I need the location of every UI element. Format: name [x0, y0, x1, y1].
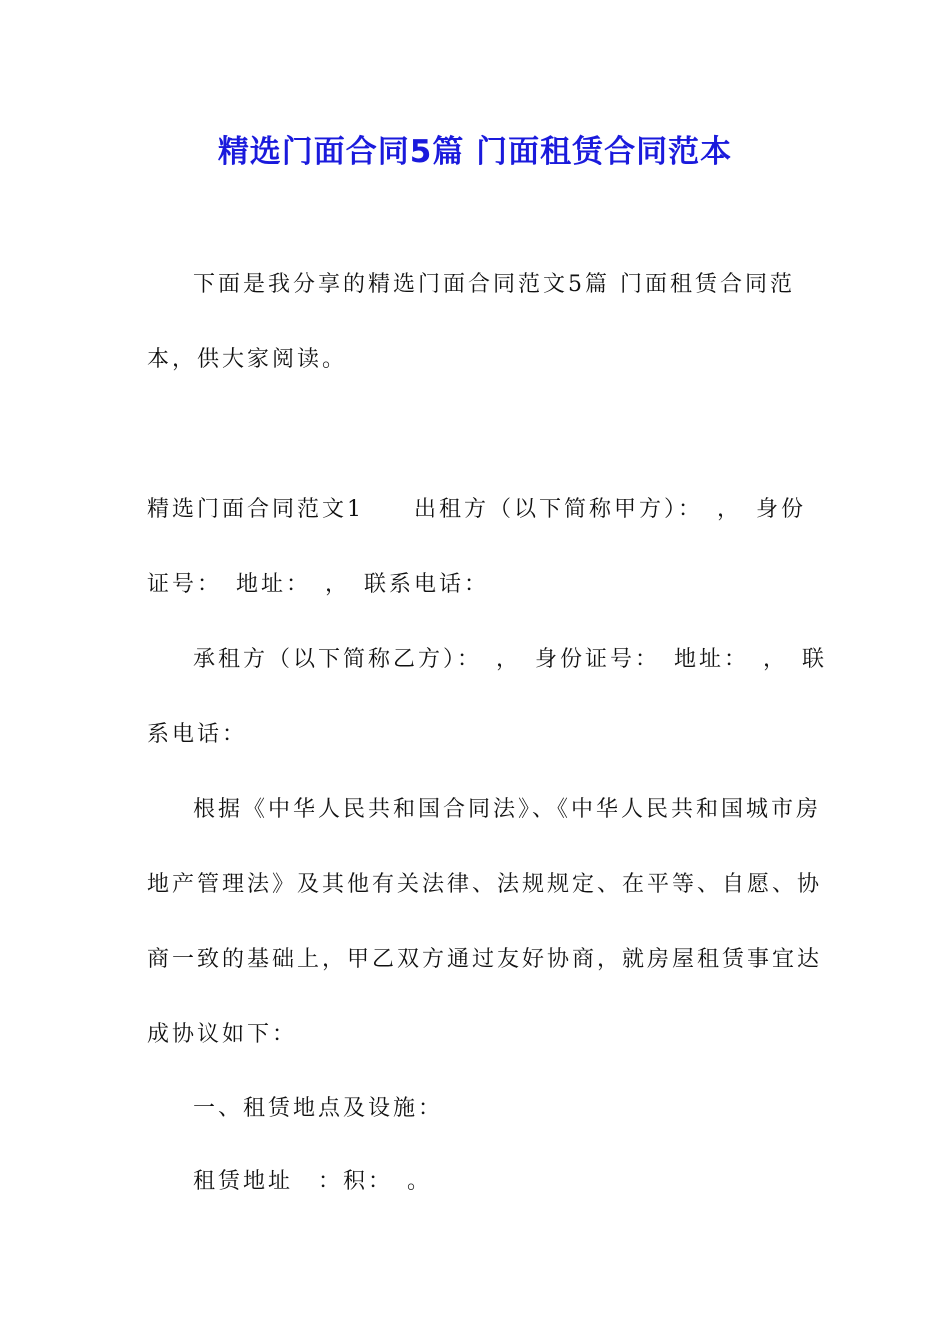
party-a-paragraph: 精选门面合同范文1 出租方（以下简称甲方）： ， 身份证号： 地址： ， 联系电话： — [147, 497, 806, 597]
intro-paragraph: 下面是我分享的精选门面合同范文5篇 门面租赁合同范本，供大家阅读。 — [147, 272, 795, 372]
section-1-address: 租赁地址 ：积： 。 — [193, 1169, 433, 1194]
section-1-heading: 一、租赁地点及设施： — [193, 1096, 444, 1121]
legal-basis-paragraph: 根据《中华人民共和国合同法》、《中华人民共和国城市房地产管理法》及其他有关法律、法规规定、在平等、自愿、协商一致的基础上，甲乙双方通过友好协商，就房屋租赁事宜达成协议如下： — [147, 797, 823, 1047]
party-b-paragraph: 承租方（以下简称乙方）： ， 身份证号： 地址： ， 联系电话： — [147, 647, 828, 747]
document-title: 精选门面合同5篇 门面租赁合同范本 — [217, 134, 733, 170]
